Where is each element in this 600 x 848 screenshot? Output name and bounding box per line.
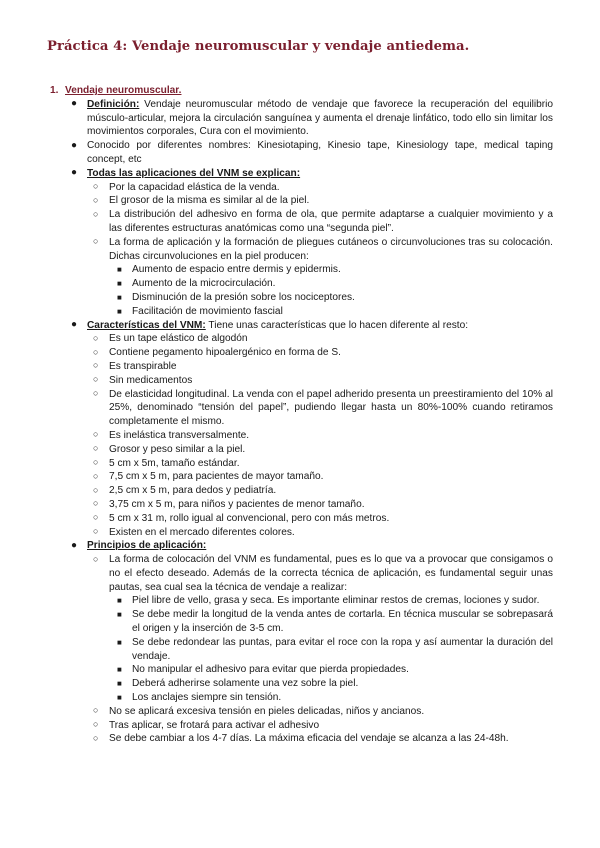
list-item-text: 5 cm x 5m, tamaño estándar. (109, 457, 240, 469)
circle-marker: ○ (93, 429, 99, 440)
list-item-text: El grosor de la misma es similar al de la piel. (109, 195, 310, 207)
list-item-text: 5 cm x 31 m, rollo igual al convencional, pero con más metros. (109, 512, 390, 524)
sub-list-item (117, 291, 553, 305)
sub-list-item-text: Se debe medir la longitud de la venda antes de cortarla. En técnica muscular se sobrepasará el origen y la inserción de 3-5 cm. (132, 609, 553, 635)
list-item (93, 332, 553, 346)
list-item-text: La forma de aplicación y la formación de pliegues cutáneos o circunvoluciones tras su colocación. Dichas circunvoluciones en la piel producen: (109, 236, 553, 262)
list-item-text: Sin medicamentos (109, 374, 193, 386)
list-item (93, 388, 553, 429)
list-item-text: Contiene pegamento hipoalergénico en forma de S. (109, 347, 341, 359)
bullet-marker: ● (71, 139, 78, 151)
section-number: 1. (50, 85, 59, 96)
aplicaciones-label: Todas las aplicaciones del VNM se explican: (87, 167, 301, 179)
circle-marker: ○ (93, 360, 99, 371)
circle-marker: ○ (93, 457, 99, 468)
list-item (93, 208, 553, 236)
circle-marker: ○ (93, 470, 99, 481)
sub-list-item (117, 663, 553, 677)
sub-list-item-text: Se debe redondear las puntas, para evitar el roce con la ropa y así aumentar la duración del vendaje. (132, 636, 553, 662)
definicion-item (71, 98, 553, 139)
square-marker: ■ (117, 610, 122, 620)
caracteristicas-text: Tiene unas características que lo hacen diferente al resto: (205, 319, 469, 331)
list-item-text: Es transpirable (109, 360, 177, 372)
principios-item (71, 539, 553, 746)
sub-list-item (117, 277, 553, 291)
list-item (93, 470, 553, 484)
sub-list-item-text: Aumento de espacio entre dermis y epidermis. (132, 264, 341, 276)
bullet-marker: ● (71, 98, 78, 110)
list-item-text: Se debe cambiar a los 4-7 días. La máxima eficacia del vendaje se alcanza a las 24-48h. (109, 733, 509, 745)
circle-marker: ○ (93, 346, 99, 357)
sub-list-item (117, 677, 553, 691)
section-vendaje-neuromuscular (50, 84, 553, 746)
list-item (93, 236, 553, 319)
circle-marker: ○ (93, 732, 99, 743)
list-item (93, 443, 553, 457)
caracteristicas-label: Características del VNM: (87, 319, 206, 331)
list-item (93, 526, 553, 540)
page-title: Práctica 4: Vendaje neuromuscular y vendaje antiedema. (47, 39, 470, 54)
list-item-text: Es inelástica transversalmente. (109, 429, 250, 441)
list-item-text: De elasticidad longitudinal. La venda con el papel adherido presenta un preestiramiento del 10% al 25%, denominado “tensión del papel”, pudiendo llegar hasta un 80%-100% cuando retiramos completamente el mismo. (109, 388, 553, 428)
circle-marker: ○ (93, 498, 99, 509)
aplicaciones-list (87, 181, 553, 319)
main-bullet-list (65, 98, 553, 746)
sub-list-item (117, 636, 553, 664)
circle-marker: ○ (93, 181, 99, 192)
circle-marker: ○ (93, 443, 99, 454)
sub-list-item-text: Los anclajes siempre sin tensión. (132, 692, 282, 704)
caracteristicas-list (87, 332, 553, 539)
principios-list (87, 553, 553, 746)
circunvoluciones-list (109, 263, 553, 318)
section-title: Vendaje neuromuscular. (65, 85, 182, 96)
square-marker: ■ (117, 665, 122, 675)
circle-marker: ○ (93, 719, 99, 730)
circle-marker: ○ (93, 526, 99, 536)
nombres-text: Conocido por diferentes nombres: Kinesiotaping, Kinesio tape, Kinesiology tape, medical taping concept, etc (87, 140, 553, 165)
list-item-text: 7,5 cm x 5 m, para pacientes de mayor tamaño. (109, 471, 324, 483)
square-marker: ■ (117, 306, 122, 316)
square-marker: ■ (117, 279, 122, 289)
list-item-text: La distribución del adhesivo en forma de ola, que permite adaptarse a cualquier movimiento y a las diferentes estructuras anatómicas como una “segunda piel”. (109, 209, 553, 234)
list-item-text: Es un tape elástico de algodón (109, 333, 248, 345)
definicion-text: Vendaje neuromuscular método de vendaje que favorece la recuperación del equilibrio músculo-articular, mejora la circulación sanguínea y aumenta el drenaje linfático, todo ello sin limitar los movimientos corporales, Cura con el movimiento. (87, 98, 553, 138)
principios-label: Principios de aplicación: (87, 540, 207, 552)
list-item-text: La forma de colocación del VNM es fundamental, pues es lo que va a provocar que consigamos o no el efecto deseado. Además de la correcta técnica de aplicación, es fundamental seguir unas pautas, sea cual sea la técnica de vendaje a realizar: (109, 554, 553, 593)
list-item-text: Tras aplicar, se frotará para activar el adhesivo (109, 719, 320, 731)
list-item (93, 374, 553, 388)
circle-marker: ○ (93, 208, 99, 219)
sub-list-item (117, 305, 553, 319)
sub-list-item (117, 594, 553, 608)
list-item (93, 457, 553, 471)
square-marker: ■ (117, 637, 122, 647)
pautas-list (109, 594, 553, 704)
definicion-label: Definición: (87, 98, 140, 110)
circle-marker: ○ (93, 236, 99, 247)
square-marker: ■ (117, 693, 122, 703)
bullet-marker: ● (71, 539, 78, 551)
list-item (93, 429, 553, 443)
list-item (93, 553, 553, 705)
list-item (93, 484, 553, 498)
sub-list-item-text: Facilitación de movimiento fascial (132, 305, 283, 317)
circle-marker: ○ (93, 374, 99, 385)
circle-marker: ○ (93, 332, 99, 343)
square-marker: ■ (117, 292, 122, 302)
list-item-text: Por la capacidad elástica de la venda. (109, 181, 280, 193)
list-item (93, 346, 553, 360)
list-item (93, 732, 553, 746)
sub-list-item-text: No manipular el adhesivo para evitar que pierda propiedades. (132, 664, 409, 676)
list-item-text: 3,75 cm x 5 m, para niños y pacientes de menor tamaño. (109, 498, 365, 510)
sub-list-item (117, 608, 553, 636)
list-item-text: No se aplicará excesiva tensión en pieles delicadas, niños y ancianos. (109, 705, 425, 717)
circle-marker: ○ (93, 194, 99, 205)
sub-list-item (117, 691, 553, 705)
section-list (47, 84, 553, 746)
bullet-marker: ● (71, 167, 78, 179)
list-item (93, 719, 553, 733)
circle-marker: ○ (93, 512, 99, 523)
square-marker: ■ (117, 679, 122, 689)
sub-list-item-text: Disminución de la presión sobre los nociceptores. (132, 291, 355, 303)
sub-list-item-text: Deberá adherirse solamente una vez sobre la piel. (132, 678, 359, 690)
bullet-marker: ● (71, 319, 78, 331)
list-item (93, 181, 553, 195)
list-item (93, 512, 553, 526)
list-item-text: Grosor y peso similar a la piel. (109, 443, 246, 455)
nombres-item (71, 139, 553, 167)
sub-list-item-text: Aumento de la microcirculación. (132, 278, 276, 290)
list-item-text: 2,5 cm x 5 m, para dedos y pediatría. (109, 485, 277, 497)
sub-list-item (117, 263, 553, 277)
aplicaciones-item (71, 167, 553, 319)
list-item (93, 194, 553, 208)
circle-marker: ○ (93, 484, 99, 495)
circle-marker: ○ (93, 388, 99, 399)
list-item (93, 498, 553, 512)
square-marker: ■ (117, 265, 122, 275)
square-marker: ■ (117, 596, 122, 606)
list-item-text: Existen en el mercado diferentes colores. (109, 526, 295, 538)
document-body (47, 84, 553, 746)
list-item (93, 360, 553, 374)
sub-list-item-text: Piel libre de vello, grasa y seca. Es importante eliminar restos de cremas, lociones y sudor. (132, 595, 540, 607)
circle-marker: ○ (93, 553, 99, 564)
circle-marker: ○ (93, 705, 99, 716)
caracteristicas-item (71, 319, 553, 540)
list-item (93, 705, 553, 719)
